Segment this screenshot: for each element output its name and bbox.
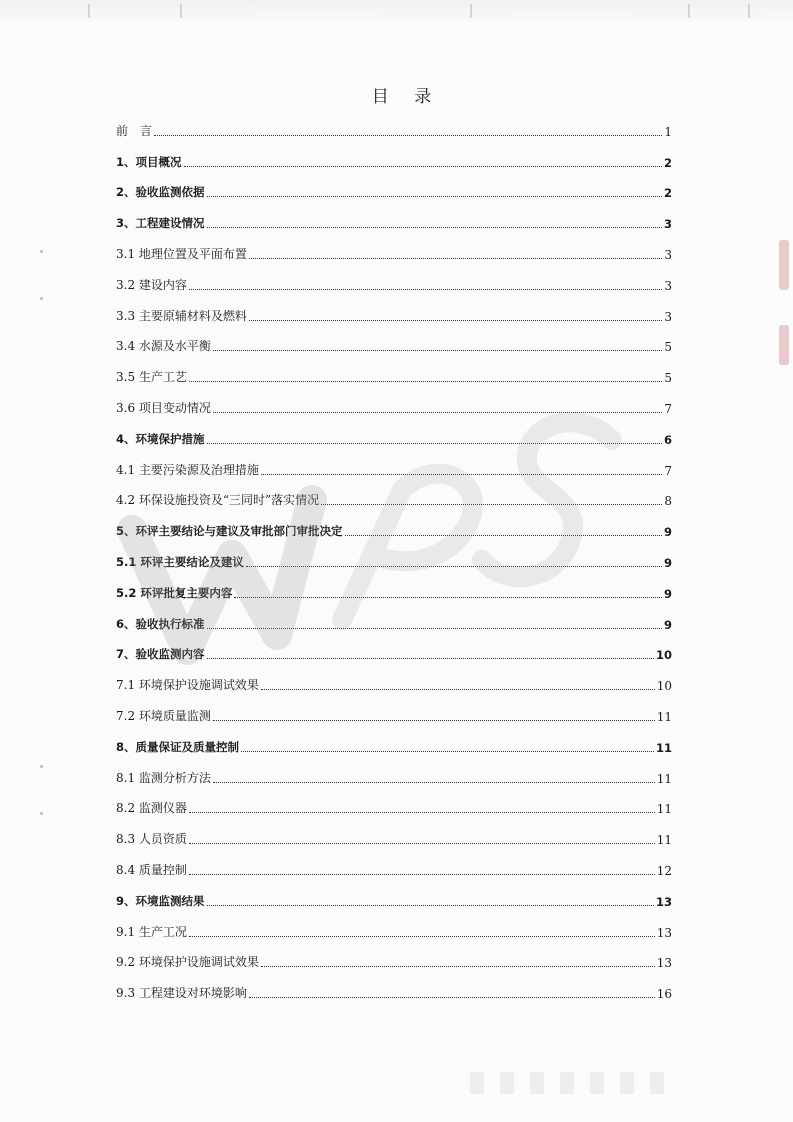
toc-dot-leader (246, 565, 662, 567)
toc-entry-label: 7.2 环境质量监测 (116, 708, 211, 723)
toc-entry[interactable] (116, 232, 672, 263)
toc-entry-page-number: 11 (656, 833, 672, 848)
toc-entry-page-number: 3 (664, 247, 672, 262)
toc-entry[interactable] (116, 294, 672, 325)
toc-entry-page-number: 9 (663, 555, 672, 570)
page-title: 目 录 (371, 87, 442, 107)
scan-mark (688, 4, 690, 18)
toc-entry[interactable] (116, 448, 672, 479)
toc-entry-page-number: 3 (664, 309, 672, 324)
toc-entry-page-number: 9 (663, 586, 672, 601)
toc-entry-label: 3.1 地理位置及平面布置 (116, 246, 247, 261)
toc-entry-label: 7.1 环境保护设施调试效果 (116, 678, 259, 693)
toc-dot-leader (154, 134, 662, 136)
toc-entry-label: 3、工程建设情况 (116, 216, 205, 231)
scan-mark (748, 4, 750, 18)
toc-entry[interactable] (116, 787, 672, 818)
toc-dot-leader (213, 349, 662, 351)
toc-entry-label: 3.4 水源及水平衡 (116, 339, 211, 354)
toc-entry-label: 3.3 主要原辅材料及燃料 (116, 308, 247, 323)
toc-dot-leader (207, 657, 654, 659)
toc-dot-leader (189, 873, 655, 875)
toc-entry-page-number: 10 (655, 648, 672, 663)
toc-dot-leader (321, 503, 662, 505)
table-of-contents (116, 109, 672, 1002)
toc-entry-label: 5.2 环评批复主要内容 (116, 585, 233, 600)
toc-dot-leader (345, 534, 662, 536)
toc-entry[interactable] (116, 663, 672, 694)
toc-entry-page-number: 11 (656, 802, 672, 817)
toc-entry[interactable] (116, 263, 672, 294)
toc-entry[interactable] (116, 756, 672, 787)
toc-entry[interactable] (116, 910, 672, 941)
stamp-edge-mark (779, 240, 789, 290)
toc-entry-label: 6、验收执行标准 (116, 616, 205, 631)
toc-entry-page-number: 9 (663, 617, 672, 632)
toc-entry-page-number: 11 (656, 709, 672, 724)
scan-bottom-ghost (470, 1072, 670, 1094)
toc-entry-page-number: 3 (663, 217, 672, 232)
toc-entry-page-number: 16 (656, 987, 672, 1002)
toc-dot-leader (207, 226, 662, 228)
scan-mark (470, 4, 472, 18)
toc-entry-label: 8、质量保证及质量控制 (116, 739, 240, 754)
scan-mark (180, 4, 182, 18)
toc-entry-label: 8.3 人员资质 (116, 832, 187, 847)
toc-dot-leader (184, 165, 662, 167)
toc-entry[interactable] (116, 817, 672, 848)
toc-entry[interactable] (116, 602, 672, 633)
toc-entry-label: 9、环境监测结果 (116, 893, 205, 908)
toc-entry[interactable] (116, 325, 672, 356)
toc-entry-page-number: 6 (663, 432, 672, 447)
toc-entry[interactable] (116, 479, 672, 510)
toc-entry-label: 8.4 质量控制 (116, 862, 187, 877)
toc-entry[interactable] (116, 571, 672, 602)
toc-entry-label: 2、验收监测依据 (116, 185, 205, 200)
toc-entry-page-number: 2 (663, 155, 672, 170)
toc-entry-label: 8.2 监测仪器 (116, 801, 187, 816)
toc-entry-label: 3.2 建设内容 (116, 277, 187, 292)
scan-top-strip (0, 0, 793, 22)
toc-entry[interactable] (116, 171, 672, 202)
toc-entry[interactable] (116, 848, 672, 879)
toc-entry[interactable] (116, 109, 672, 140)
toc-entry-label: 9.2 环境保护设施调试效果 (116, 955, 259, 970)
toc-entry-page-number: 7 (664, 401, 672, 416)
toc-entry-label: 3.6 项目变动情况 (116, 400, 211, 415)
toc-entry-label: 3.5 生产工艺 (116, 370, 187, 385)
toc-entry-label: 4.2 环保设施投资及“三同时”落实情况 (116, 493, 320, 508)
scan-mark (88, 4, 90, 18)
toc-entry[interactable] (116, 540, 672, 571)
toc-entry-page-number: 13 (656, 925, 672, 940)
toc-dot-leader (249, 257, 662, 259)
toc-dot-leader (189, 380, 662, 382)
toc-dot-leader (189, 811, 655, 813)
toc-entry-page-number: 3 (664, 278, 672, 293)
scan-dot (40, 812, 43, 815)
toc-entry-page-number: 1 (664, 124, 672, 139)
toc-entry-label: 4.1 主要污染源及治理措施 (116, 462, 259, 477)
toc-dot-leader (241, 750, 654, 752)
toc-entry-label: 5、环评主要结论与建议及审批部门审批决定 (116, 524, 343, 539)
toc-dot-leader (207, 442, 662, 444)
toc-entry[interactable] (116, 633, 672, 664)
toc-entry-label: 前 言 (116, 123, 153, 138)
toc-entry[interactable] (116, 725, 672, 756)
toc-dot-leader (249, 319, 662, 321)
scan-dot (40, 250, 43, 253)
toc-entry-label: 9.3 工程建设对环境影响 (116, 986, 247, 1001)
toc-entry-page-number: 11 (655, 740, 672, 755)
toc-entry[interactable] (116, 971, 672, 1002)
toc-dot-leader (189, 842, 655, 844)
toc-dot-leader (261, 473, 662, 475)
toc-entry-label: 7、验收监测内容 (116, 647, 205, 662)
toc-entry[interactable] (116, 201, 672, 232)
toc-dot-leader (261, 965, 655, 967)
toc-entry-label: 8.1 监测分析方法 (116, 770, 211, 785)
toc-entry[interactable] (116, 355, 672, 386)
toc-dot-leader (234, 596, 662, 598)
toc-entry-label: 9.1 生产工况 (116, 924, 187, 939)
toc-dot-leader (189, 935, 655, 937)
toc-dot-leader (213, 411, 662, 413)
toc-entry[interactable] (116, 140, 672, 171)
toc-dot-leader (261, 688, 655, 690)
toc-entry-page-number: 10 (656, 679, 672, 694)
toc-entry-page-number: 8 (664, 494, 672, 509)
toc-entry-page-number: 12 (656, 863, 672, 878)
toc-entry[interactable] (116, 879, 672, 910)
toc-entry-label: 1、项目概况 (116, 154, 182, 169)
toc-entry[interactable] (116, 417, 672, 448)
toc-entry-page-number: 2 (663, 186, 672, 201)
toc-entry[interactable] (116, 509, 672, 540)
scan-dot (40, 297, 43, 300)
toc-entry[interactable] (116, 386, 672, 417)
toc-dot-leader (249, 996, 655, 998)
toc-dot-leader (207, 627, 662, 629)
toc-entry-label: 4、环境保护措施 (116, 431, 205, 446)
toc-entry-page-number: 5 (664, 340, 672, 355)
toc-entry-page-number: 11 (656, 771, 672, 786)
toc-entry[interactable] (116, 941, 672, 972)
stamp-edge-mark (779, 325, 789, 365)
toc-dot-leader (207, 195, 662, 197)
toc-dot-leader (189, 288, 662, 290)
toc-entry-page-number: 9 (663, 525, 672, 540)
toc-entry-page-number: 5 (664, 371, 672, 386)
toc-entry-page-number: 7 (664, 463, 672, 478)
toc-entry-page-number: 13 (656, 956, 672, 971)
toc-dot-leader (207, 904, 654, 906)
toc-dot-leader (213, 781, 655, 783)
toc-entry-label: 5.1 环评主要结论及建议 (116, 554, 244, 569)
toc-entry[interactable] (116, 694, 672, 725)
toc-dot-leader (213, 719, 655, 721)
scan-dot (40, 765, 43, 768)
toc-entry-page-number: 13 (655, 894, 672, 909)
